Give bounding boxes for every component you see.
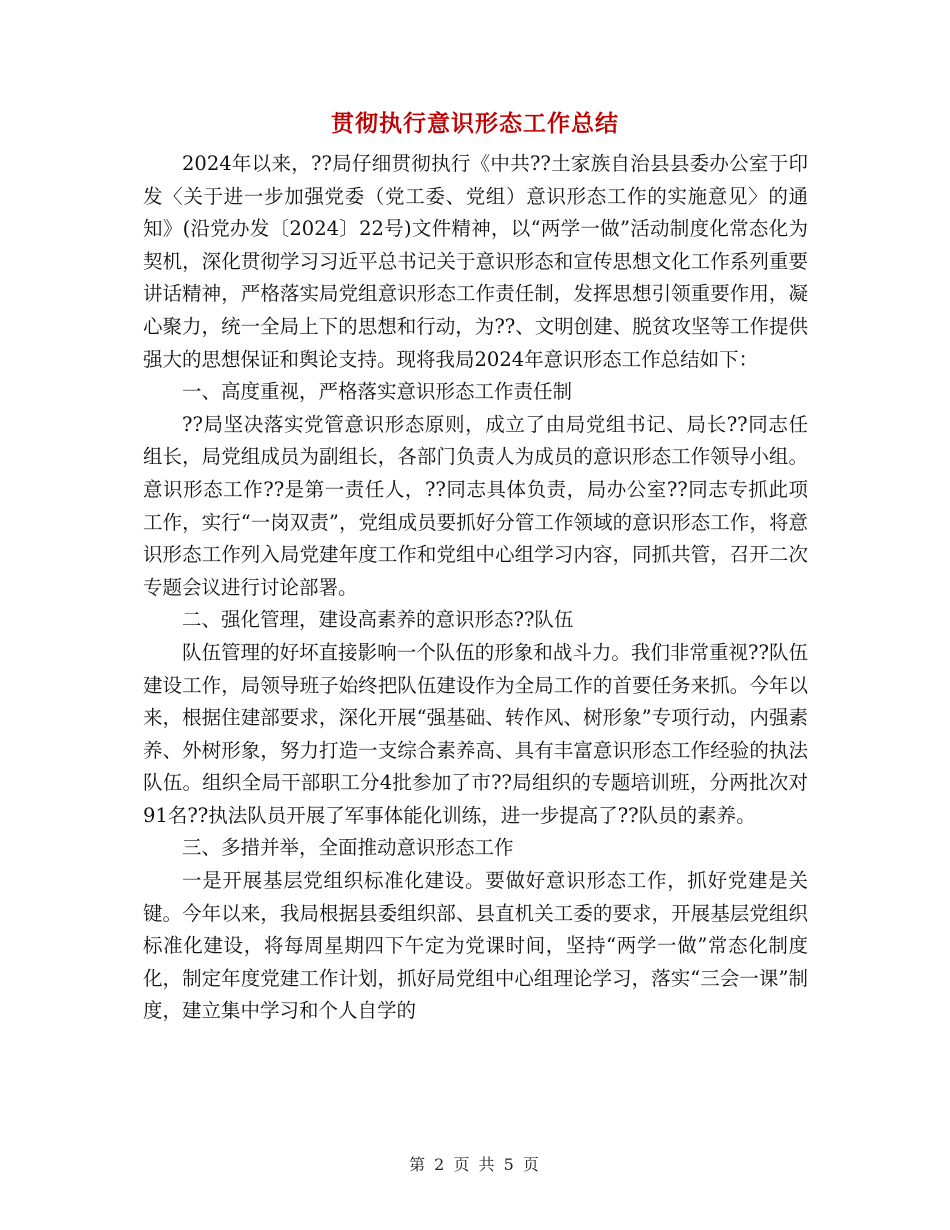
section-heading-1: 一、高度重视，严格落实意识形态工作责任制	[182, 380, 573, 404]
paragraph-section-1: ??局坚决落实党管意识形态原则，成立了由局党组书记、局长??同志任组长，局党组成员为副组长，各部门负责人为成员的意识形态工作领导小组。意识形态工作??是第一责任人，??同志具体负责，局办公室??同志专抓此项工作，实行“一岗双责”，党组成员要抓好分管工作领域的意识形态工作，将意识形态工作列入局党建年度工作和党组中心组学习内容，同抓共管，召开二次专题会议进行讨论部署。	[143, 412, 808, 599]
document-body	[143, 148, 808, 1028]
section-heading-3: 三、多措并举，全面推动意识形态工作	[182, 836, 514, 860]
paragraph-intro: 2024年以来，??局仔细贯彻执行《中共??土家族自治县县委办公室于印发〈关于进一步加强党委（党工委、党组）意识形态工作的实施意见〉的通知》(沿党办发〔2024〕22号)文件精神，以“两学一做”活动制度化常态化为契机，深化贯彻学习习近平总书记关于意识形态和宣传思想文化工作系列重要讲话精神，严格落实局党组意识形态工作责任制，发挥思想引领重要作用，凝心聚力，统一全局上下的思想和行动，为??、文明创建、脱贫攻坚等工作提供强大的思想保证和舆论支持。现将我局2024年意识形态工作总结如下：	[143, 152, 808, 371]
paragraph-section-2: 队伍管理的好坏直接影响一个队伍的形象和战斗力。我们非常重视??队伍建设工作，局领导班子始终把队伍建设作为全局工作的首要任务来抓。今年以来，根据住建部要求，深化开展“强基础、转作风、树形象”专项行动，内强素养、外树形象，努力打造一支综合素养高、具有丰富意识形态工作经验的执法队伍。组织全局干部职工分4批参加了市??局组织的专题培训班，分两批次对91名??执法队员开展了军事体能化训练，进一步提高了??队员的素养。	[143, 640, 808, 827]
document-title: 贯彻执行意识形态工作总结	[331, 110, 619, 137]
page-number-footer: 第 2 页 共 5 页	[409, 1155, 541, 1174]
section-heading-2: 二、强化管理，建设高素养的意识形态??队伍	[182, 608, 574, 632]
paragraph-section-3: 一是开展基层党组织标准化建设。要做好意识形态工作，抓好党建是关键。今年以来，我局根据县委组织部、县直机关工委的要求，开展基层党组织标准化建设，将每周星期四下午定为党课时间，坚持“两学一做”常态化制度化，制定年度党建工作计划，抓好局党组中心组理论学习，落实“三会一课”制度，建立集中学习和个人自学的	[143, 869, 808, 1023]
